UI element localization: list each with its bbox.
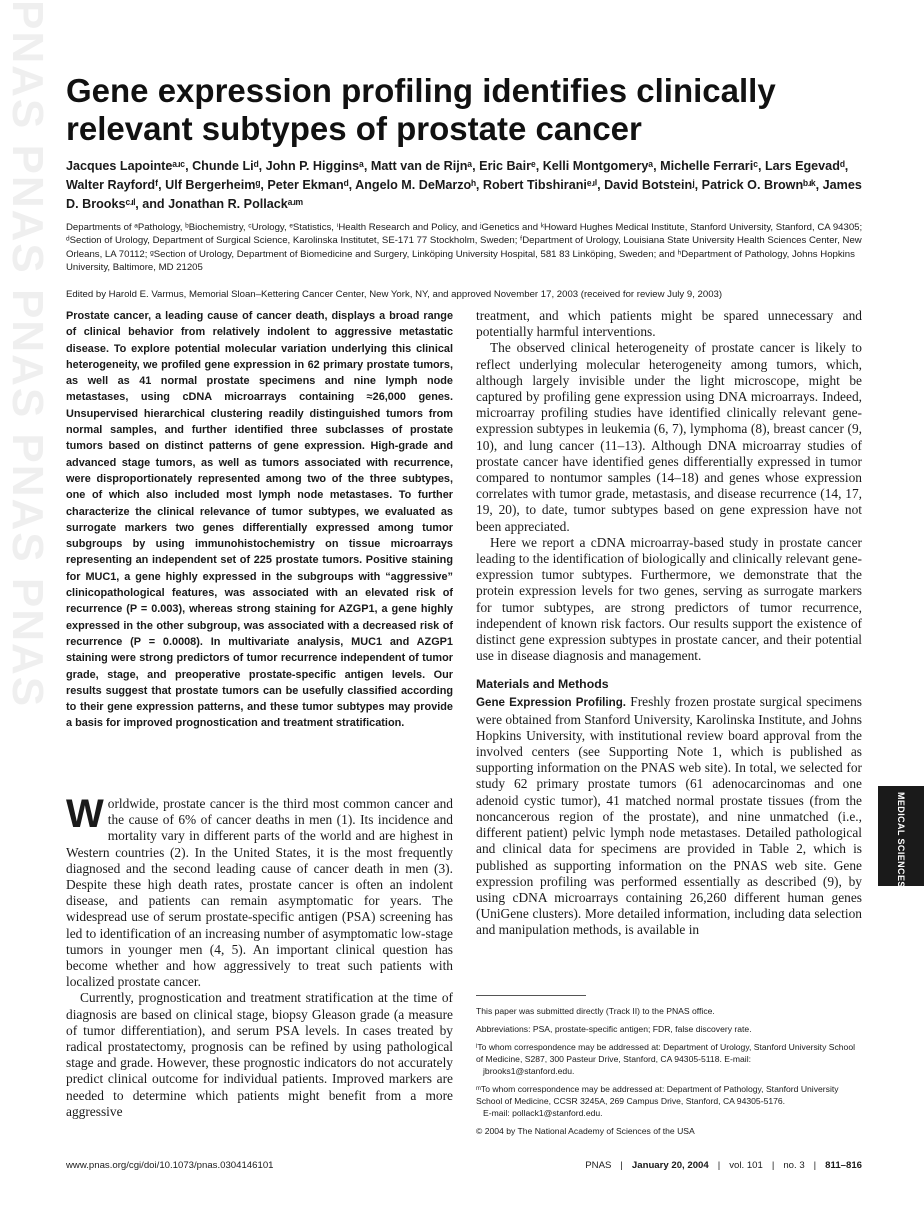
footnote-correspondence-2 xyxy=(476,1083,862,1119)
footnote-track: This paper was submitted directly (Track II) to the PNAS office. xyxy=(476,1006,715,1016)
footer-date: January 20, 2004 xyxy=(631,1160,709,1171)
intro-paragraph-1-text: orldwide, prostate cancer is the third most common cancer and the cause of 6% of cancer deaths in men (1). Its incidence and mortality vary in different parts of the world and are highest in Western countries (2). In the United States, it is the most frequently diagnosed and the second leading cause of cancer death in men (3). Despite these high death rates, prostate cancer is often an indolent disease, and patients can remain asymptomatic for years. The widespread use of serum prostate-specific antigen (PSA) screening has led to identification of an increasing number of asymptomatic low-stage tumors in younger men (4, 5). An important clinical question has become whether and how aggressively to treat such patients with localized prostate cancer. xyxy=(66,796,453,990)
intro-paragraph-1 xyxy=(66,792,453,990)
introduction xyxy=(66,792,453,1120)
drop-cap: W xyxy=(66,792,104,836)
footnote-corr1-text: ˡTo whom correspondence may be addressed at: Department of Urology, Stanford University School of Medicine, S287, 300 Pasteur Drive, Stanford, CA 94305-5118. E-mail: xyxy=(476,1042,856,1064)
footer-pages: 811–816 xyxy=(825,1160,862,1171)
footnote-corr1-email[interactable]: jbrooks1@stanford.edu. xyxy=(483,1066,575,1076)
edited-by-line: Edited by Harold E. Varmus, Memorial Sloan–Kettering Cancer Center, New York, NY, and approved November 17, 2003 (received for review July 9, 2003) xyxy=(66,289,723,300)
doi-url[interactable]: www.pnas.org/cgi/doi/10.1073/pnas.0304146101 xyxy=(66,1160,274,1171)
footer-journal: PNAS xyxy=(585,1160,612,1171)
footnote-corr2-email[interactable]: E-mail: pollack1@stanford.edu. xyxy=(483,1108,603,1118)
section-side-tab xyxy=(878,786,924,886)
watermark-text: PNAS PNAS PNAS PNAS PNAS xyxy=(3,0,52,709)
col2-paragraph-1: treatment, and which patients might be spared unnecessary and potentially harmful interventions. xyxy=(476,308,862,340)
article-title: Gene expression profiling identifies clinically relevant subtypes of prostate cancer xyxy=(66,72,776,147)
journal-footer: PNAS | January 20, 2004 | vol. 101 | no. 3 | 811–816 xyxy=(585,1160,862,1171)
col2-paragraph-3: Here we report a cDNA microarray-based study in prostate cancer leading to the identification of biologically and clinically relevant gene-expression tumor subtypes. Furthermore, we demonstrate that the protein expression levels for two genes, serving as surrogate markers for tumor subtypes, are strong predictors of tumor recurrence, independent of known risk factors. Our results support the existence of distinct gene expression subtypes in prostate cancer, and their potential use in disease diagnosis and management. xyxy=(476,534,862,664)
footnote-corr2-text: ᵐTo whom correspondence may be addressed at: Department of Pathology, Stanford University School of Medicine, CCSR 3245A, 269 Campus Drive, Stanford, CA 94305-5176. xyxy=(476,1084,839,1106)
footnote-rule xyxy=(476,995,586,996)
footer-issue: no. 3 xyxy=(783,1160,805,1171)
col2-paragraph-2: The observed clinical heterogeneity of prostate cancer is likely to reflect underlying molecular heterogeneity among tumors, which, although largely invisible under the light microscope, might be captured by profiling gene expression using DNA microarrays. Indeed, microarray profiling studies have identified clinically relevant gene-expression subtypes in leukemia (6, 7), lymphoma (8), breast cancer (9, 10), and lung cancer (11–13). Although DNA microarray studies of prostate cancer have identified genes differentially expressed in tumor compared to nontumor samples (14–18) and genes whose expression correlates with tumor grade, metastasis, and disease recurrence (14, 17, 19, 20), to date, tumor subtypes based on gene expression have not been appreciated. xyxy=(476,340,862,534)
methods-paragraph-text: Freshly frozen prostate surgical specimens were obtained from Stanford University, Karolinska Institute, and Johns Hopkins University, with institutional review board approval from the involved centers (see Supporting Note 1, which is published as supporting information on the PNAS web site). In total, we selected for study 62 primary prostate tumors (61 adenocarcinomas and one adenoid cystic tumor), 41 matched normal prostate tissues (from the noncancerous region of the prostate), and nine unmatched (i.e., different patient) pelvic lymph node metastases. Detailed pathological and clinical data for specimens are provided in Table 2, which is published as supporting information on the PNAS web site. Gene expression profiling was performed essentially as described (9), by using cDNA microarrays containing 26,260 different human genes (UniGene clusters). More detailed information, including data selection and manipulation methods, is available in xyxy=(476,694,862,938)
author-list: Jacques Lapointeᵃʴᶜ, Chunde Liᵈ, John P. Higginsᵃ, Matt van de Rijnᵃ, Eric Bairᵉ, Kelli Montgomeryᵃ, Michelle Ferrariᶜ, Lars Egevadᵈ, Walter Rayfordᶠ, Ulf Bergerheimᵍ, Peter Ekmanᵈ, Angelo M. DeMarzoʰ, Robert Tibshiraniᵉʴⁱ, David Botsteinʲ, Patrick O. Brownᵇʴᵏ, James D. Brooksᶜʴˡ, and Jonathan R. Pollackᵃʴᵐ xyxy=(66,159,862,211)
copyright: © 2004 by The National Academy of Sciences of the USA xyxy=(476,1126,695,1136)
methods-paragraph xyxy=(476,694,862,938)
footnote-abbreviations: Abbreviations: PSA, prostate-specific antigen; FDR, false discovery rate. xyxy=(476,1024,752,1034)
abstract: Prostate cancer, a leading cause of cancer death, displays a broad range of clinical behavior from relatively indolent to aggressive metastatic disease. To explore potential molecular variation underlying this clinical heterogeneity, we profiled gene expression in 62 primary prostate tumors, as well as 41 normal prostate specimens and nine lymph node metastases, using cDNA microarrays containing ≈26,000 genes. Unsupervised hierarchical clustering readily distinguished tumors from normal samples, and further identified three subclasses of prostate tumors based on distinct patterns of gene expression. High-grade and advanced stage tumors, as well as tumors associated with recurrence, were disproportionately represented among two of the three subtypes, one of which also included most lymph node metastases. To further characterize the clinical relevance of tumor subtypes, we evaluated as surrogate markers two genes differentially expressed among tumor subgroups by using immunohistochemistry on tissue microarrays representing an independent set of 225 prostate tumors. Positive staining for MUC1, a gene highly expressed in the subgroups with “aggressive” clinicopathological features, was associated with an elevated risk of recurrence (P = 0.003), whereas strong staining for AZGP1, a gene highly expressed in the other subgroup, was associated with a decreased risk of recurrence (P = 0.0008). In multivariate analysis, MUC1 and AZGP1 staining were strong predictors of tumor recurrence independent of tumor grade, stage, and preoperative prostate-specific antigen levels. Our results suggest that prostate tumors can be usefully classified according to their gene expression patterns, and these tumor subtypes may provide a basis for improved prognostication and treatment stratification. xyxy=(66,310,453,730)
footnotes xyxy=(476,1005,862,1143)
subsection-heading: Gene Expression Profiling. xyxy=(476,696,626,710)
affiliations: Departments of ᵃPathology, ᵇBiochemistry, ᶜUrology, ᵉStatistics, ⁱHealth Research and Policy, and ʲGenetics and ᵏHoward Hughes Medical Institute, Stanford University, Stanford, CA 94305; ᵈSection of Urology, Department of Surgical Science, Karolinska Institutet, SE-171 77 Stockholm, Sweden; ᶠDepartment of Urology, Louisiana State University Health Sciences Center, New Orleans, LA 70112; ᵍSection of Urology, Department of Biomedicine and Surgery, Linköping University Hospital, 581 83 Linköping, Sweden; and ʰDepartment of Pathology, Johns Hopkins University, Baltimore, MD 21205 xyxy=(66,222,863,274)
section-heading-methods: Materials and Methods xyxy=(476,677,609,692)
footer-volume: vol. 101 xyxy=(729,1160,763,1171)
footnote-correspondence-1 xyxy=(476,1041,862,1077)
intro-paragraph-2: Currently, prognostication and treatment stratification at the time of diagnosis are based on clinical stage, biopsy Gleason grade (a measure of tumor differentiation), and serum PSA levels. In cases treated by radical prostatectomy, prognosis can be refined by using pathological stage and grade. However, these prognostic indicators do not accurately predict clinical outcome for individual patients. Improved markers are needed to determine which patients might benefit from a more aggressive xyxy=(66,990,453,1119)
right-column xyxy=(476,308,862,939)
pnas-watermark xyxy=(0,0,56,1218)
side-tab-label: MEDICAL SCIENCES xyxy=(896,792,906,888)
